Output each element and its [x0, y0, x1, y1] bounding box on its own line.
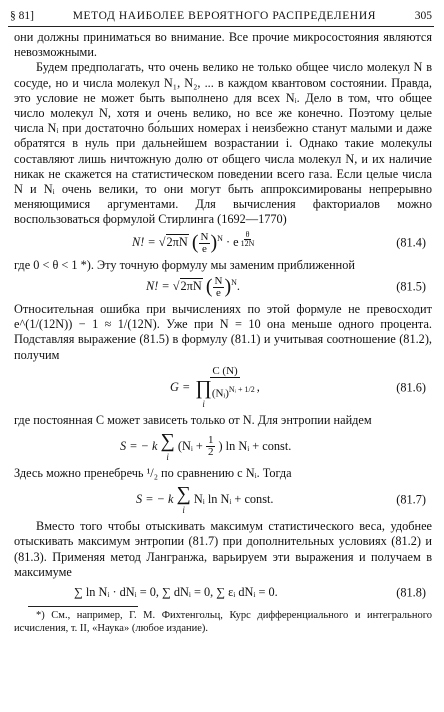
- section-ref: § 81]: [10, 10, 34, 22]
- eq-body: ∑ ln Nᵢ · dNᵢ = 0, ∑ dNᵢ = 0, ∑ εᵢ dNᵢ = 0.: [74, 584, 278, 599]
- den-base: (Nᵢ): [211, 387, 229, 400]
- sum-sign: ∑: [176, 483, 191, 506]
- equation-81-6: [14, 366, 432, 410]
- page-body: [14, 30, 432, 635]
- sum-sign: ∑: [160, 429, 175, 452]
- eq-body: Nᵢ ln Nᵢ + const.: [193, 492, 274, 506]
- eq-lhs: N! =: [132, 235, 156, 250]
- paragraph-7: Вместо того чтобы отыскивать максимум статистического веса, удобнее отыскивать максимум энтропии (81.7) при дополнительных условиях (81.2) и (81.3). Применяя метод Лангранжа, варьируем эти выражения и получаем в максимуме: [14, 519, 432, 579]
- eq-body-close: ) ln Nᵢ + const.: [218, 438, 292, 453]
- equation-number: (81.7): [396, 492, 426, 507]
- eq-lhs: G =: [170, 379, 191, 394]
- product-sign: ∏: [195, 376, 212, 399]
- equation-entropy: [14, 431, 432, 463]
- exp-den: 12N: [240, 238, 255, 248]
- paragraph-2: Будем предполагать, что очень велико не только общее число молекул N в сосуде, но и числа молекул N₁, N₂, ... в каждом квантовом состоянии. Правда, это условие не может быть выполнено для всех Nᵢ. Дело в том, что общее число молекул N, хотя и очень велико, но все же конечно. Поэтому целые числа Nᵢ при достаточно бо́льших номерах i неизбежно станут малыми и даже обратятся в нуль при дальнейшем возрастании i. Однако такие молекулы составляют лишь ничтожную долю от общего числа молекул N, и их наличие никак не скажется на статистическом поведении всего газа. Если целые числа N и Nᵢ очень велики, то они могут быть аппроксимированы непрерывно меняющимися аргументами. Для вычисления факториалов можно воспользоваться формулой Стирлинга (1692—1770): [14, 60, 432, 227]
- equation-81-5: N! = √2πN ( $\frac{N}{e}$ )$^N$. (81.5): [146, 274, 426, 299]
- equation-number: (81.6): [396, 380, 426, 395]
- eq-sqrt: 2πN: [180, 279, 202, 294]
- frac-num: C (N): [212, 364, 238, 377]
- frac-den: e: [216, 286, 221, 299]
- page-header: [10, 6, 432, 26]
- frac-num: 1: [207, 434, 214, 447]
- footnote-rule: [28, 606, 138, 607]
- paragraph-1: они должны приниматься во внимание. Все прочие микросостояния являются невозможными.: [14, 30, 432, 60]
- eq-body-open: (Nᵢ +: [177, 438, 203, 453]
- eq-power: N: [231, 278, 237, 288]
- eq-power: N: [217, 233, 223, 243]
- frac-num: N: [214, 274, 223, 287]
- equation-number: (81.5): [396, 279, 426, 294]
- footnote: *) См., например, Г. М. Фихтенгольц, Курс дифференциального и интегрального исчисления, т. II, «Наука» (любое издание).: [14, 610, 432, 634]
- page-number: 305: [414, 10, 432, 22]
- sum-index: i: [166, 451, 169, 462]
- frac-den: 2: [207, 446, 214, 459]
- product-index: i: [202, 398, 205, 409]
- equation-number: (81.8): [396, 584, 426, 599]
- paragraph-4: Относительная ошибка при вычислениях по этой формуле не превосходит e^(1/(12N)) − 1 ≈ 1/(12N). Уже при N = 10 она меньше одного процента. Подставляя выражение (81.5) в формулу (81.1) и учитывая соотношение (81.2), получим: [14, 301, 432, 362]
- equation-81-8: [14, 585, 432, 600]
- header-rule: [8, 26, 434, 27]
- eq-lhs: S = − k: [136, 492, 174, 506]
- frac-den: e: [202, 242, 207, 255]
- frac-num: N: [200, 230, 209, 243]
- exp-factor: · e: [225, 235, 239, 250]
- eq-lhs: S = − k: [120, 438, 158, 453]
- equation-81-7: [14, 484, 432, 516]
- paragraph-6: Здесь можно пренебречь ¹/₂ по сравнению с Nᵢ. Тогда: [14, 465, 292, 480]
- running-title: МЕТОД НАИБОЛЕЕ ВЕРОЯТНОГО РАСПРЕДЕЛЕНИЯ: [72, 10, 377, 22]
- paragraph-3: где 0 < θ < 1 *). Эту точную формулу мы заменим приближенной: [14, 257, 355, 272]
- equation-81-4: N! = √2πN ( $\frac{N}{e}$ )$^N$ · e $^{\frac{\theta}{12N}}$ (81.4): [132, 229, 426, 255]
- eq-end: ,: [256, 379, 260, 394]
- sum-index: i: [182, 505, 185, 516]
- eq-sqrt: 2πN: [166, 235, 188, 250]
- paragraph-5: где постоянная C может зависеть только от N. Для энтропии найдем: [14, 412, 372, 427]
- eq-lhs: N! =: [146, 279, 170, 294]
- exp-num: θ: [245, 229, 250, 239]
- equation-number: (81.4): [396, 235, 426, 250]
- den-power: Nᵢ + 1/2: [228, 384, 255, 394]
- eq-end: .: [236, 279, 240, 294]
